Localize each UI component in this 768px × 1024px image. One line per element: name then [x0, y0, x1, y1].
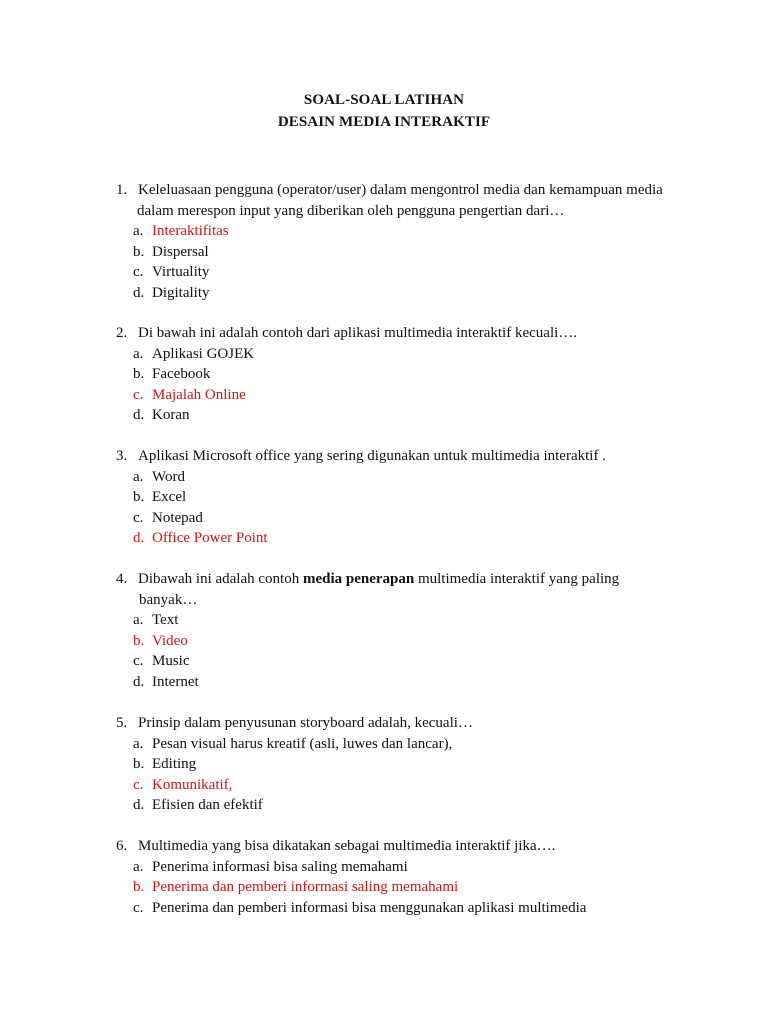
option-list [116, 467, 676, 549]
option-text: Penerima dan pemberi informasi bisa menggunakan aplikasi multimedia [152, 899, 587, 916]
option-c [116, 775, 676, 796]
question-text-part: Dibawah ini adalah contoh [138, 571, 303, 587]
option-text: Internet [152, 673, 199, 690]
option-text: Virtuality [152, 264, 210, 281]
option-letter: a. [133, 735, 144, 752]
option-letter: d. [133, 797, 145, 814]
option-text: Facebook [152, 366, 211, 383]
option-text-answer: Majalah Online [152, 386, 246, 403]
question-text: Keleluasaan pengguna (operator/user) dalam mengontrol media dan kemampuan media [138, 182, 663, 198]
question-6 [116, 836, 676, 918]
option-text-answer: Interaktifitas [152, 223, 229, 240]
option-letter: a. [133, 858, 144, 875]
option-a [116, 610, 676, 631]
option-b [116, 242, 676, 263]
option-letter: c. [133, 653, 144, 670]
option-b [116, 754, 676, 775]
option-b [116, 877, 676, 898]
option-c [116, 262, 676, 283]
question-4 [116, 569, 676, 693]
option-letter: b. [133, 366, 145, 383]
question-text-continued: dalam merespon input yang diberikan oleh pengguna pengertian dari… [137, 202, 565, 219]
option-text: Dispersal [152, 243, 209, 260]
option-c [116, 508, 676, 529]
option-text-answer: Video [152, 632, 188, 649]
option-letter: c. [133, 509, 144, 526]
option-letter: d. [133, 673, 145, 690]
option-letter: c. [133, 899, 144, 916]
document-subtitle: DESAIN MEDIA INTERAKTIF [277, 114, 491, 130]
option-d [116, 795, 676, 816]
option-b [116, 631, 676, 652]
question-text: Aplikasi Microsoft office yang sering digunakan untuk multimedia interaktif . [138, 448, 606, 464]
option-list [116, 857, 676, 919]
option-d [116, 672, 676, 693]
option-letter: d. [133, 530, 145, 547]
option-a [116, 344, 676, 365]
question-number: 1. [116, 182, 128, 198]
option-letter: c. [133, 776, 144, 793]
option-letter: a. [133, 612, 144, 629]
question-number: 2. [116, 325, 128, 341]
question-text [138, 569, 619, 590]
option-text: Pesan visual harus kreatif (asli, luwes dan lancar), [152, 735, 453, 752]
question-text-part: multimedia interaktif yang paling [414, 571, 620, 587]
option-text-answer: Komunikatif, [152, 776, 233, 793]
option-d [116, 528, 676, 549]
question-text-continued: banyak… [139, 591, 198, 608]
option-text: Efisien dan efektif [152, 797, 263, 814]
option-list [116, 734, 676, 816]
option-text: Word [152, 468, 185, 485]
option-text: Excel [152, 489, 187, 506]
question-text: Di bawah ini adalah contoh dari aplikasi multimedia interaktif kecuali…. [138, 325, 578, 341]
question-number: 3. [116, 448, 128, 464]
option-letter: b. [133, 879, 145, 896]
option-c [116, 651, 676, 672]
option-a [116, 221, 676, 242]
option-a [116, 734, 676, 755]
question-text: Prinsip dalam penyusunan storyboard adalah, kecuali… [138, 715, 473, 731]
option-letter: b. [133, 243, 145, 260]
option-text-answer: Office Power Point [152, 530, 268, 547]
option-a [116, 857, 676, 878]
option-text: Editing [152, 756, 197, 773]
question-number: 4. [116, 571, 128, 587]
option-d [116, 405, 676, 426]
question-2 [116, 323, 676, 426]
option-text: Koran [152, 407, 190, 424]
option-text: Text [152, 612, 179, 629]
question-5 [116, 713, 676, 816]
option-text: Music [152, 653, 190, 670]
option-text: Penerima informasi bisa saling memahami [152, 858, 408, 875]
question-text: Multimedia yang bisa dikatakan sebagai multimedia interaktif jika…. [138, 838, 556, 854]
option-letter: c. [133, 264, 144, 281]
option-text: Notepad [152, 509, 203, 526]
option-text: Aplikasi GOJEK [152, 345, 255, 362]
option-list [116, 610, 676, 692]
option-text-answer: Penerima dan pemberi informasi saling memahami [152, 879, 459, 896]
document-title: SOAL-SOAL LATIHAN [303, 92, 465, 108]
question-number: 5. [116, 715, 128, 731]
option-b [116, 487, 676, 508]
option-b [116, 364, 676, 385]
option-list [116, 344, 676, 426]
option-c [116, 385, 676, 406]
option-letter: c. [133, 386, 144, 403]
option-letter: b. [133, 632, 145, 649]
option-letter: d. [133, 407, 145, 424]
question-text-bold: media penerapan [302, 571, 415, 587]
question-number: 6. [116, 838, 128, 854]
option-letter: a. [133, 223, 144, 240]
option-letter: a. [133, 345, 144, 362]
option-letter: b. [133, 756, 145, 773]
option-d [116, 283, 676, 304]
option-a [116, 467, 676, 488]
option-letter: a. [133, 468, 144, 485]
option-letter: d. [133, 284, 145, 301]
option-letter: b. [133, 489, 145, 506]
option-list [116, 221, 676, 303]
question-1 [116, 180, 676, 304]
question-3 [116, 446, 676, 549]
option-text: Digitality [152, 284, 210, 301]
option-c [116, 898, 676, 919]
